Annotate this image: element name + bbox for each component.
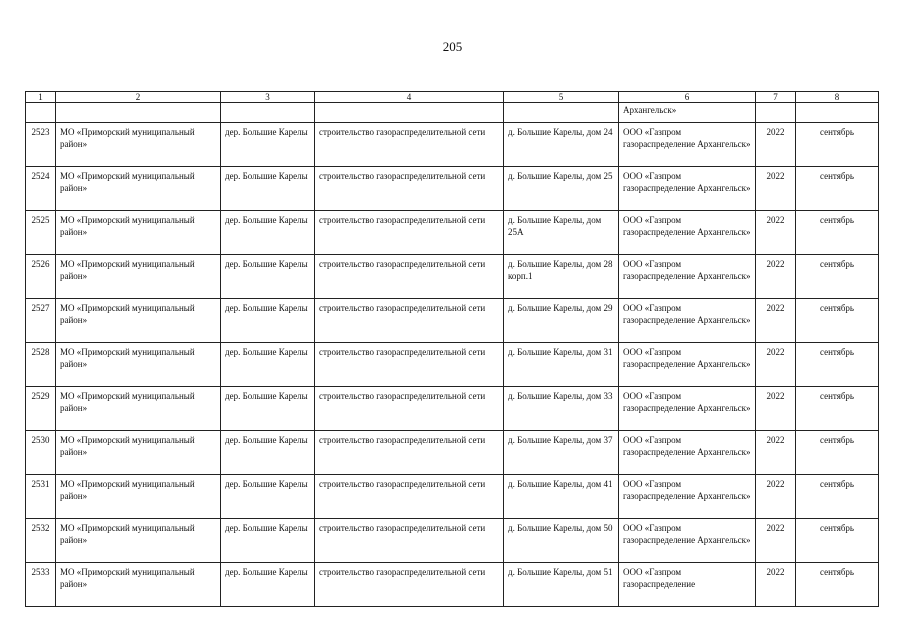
owner-cell: ООО «Газпром газораспределение Архангельск» xyxy=(619,387,756,431)
year-cell: 2022 xyxy=(756,387,796,431)
month-cell: сентябрь xyxy=(796,519,879,563)
settlement-cell: дер. Большие Карелы xyxy=(221,475,315,519)
table-row xyxy=(26,123,879,167)
year-cell: 2022 xyxy=(756,299,796,343)
table-row xyxy=(26,255,879,299)
month-cell: сентябрь xyxy=(796,387,879,431)
month-cell: сентябрь xyxy=(796,123,879,167)
header-cell: 2 xyxy=(56,92,221,103)
municipality-cell: МО «Приморский муниципальный район» xyxy=(56,475,221,519)
table-row xyxy=(26,167,879,211)
municipality-cell: МО «Приморский муниципальный район» xyxy=(56,343,221,387)
row-number-cell: 2526 xyxy=(26,255,56,299)
municipality-cell: МО «Приморский муниципальный район» xyxy=(56,255,221,299)
settlement-cell: дер. Большие Карелы xyxy=(221,211,315,255)
municipality-cell: МО «Приморский муниципальный район» xyxy=(56,387,221,431)
year-cell: 2022 xyxy=(756,167,796,211)
table-cell xyxy=(796,103,879,123)
work-type-cell: строительство газораспределительной сети xyxy=(315,519,504,563)
table-cell xyxy=(504,103,619,123)
work-type-cell: строительство газораспределительной сети xyxy=(315,299,504,343)
month-cell: сентябрь xyxy=(796,255,879,299)
address-cell: д. Большие Карелы, дом 50 xyxy=(504,519,619,563)
month-cell: сентябрь xyxy=(796,431,879,475)
owner-cell: ООО «Газпром газораспределение xyxy=(619,563,756,607)
month-cell: сентябрь xyxy=(796,475,879,519)
settlement-cell: дер. Большие Карелы xyxy=(221,299,315,343)
year-cell: 2022 xyxy=(756,475,796,519)
row-number-cell: 2533 xyxy=(26,563,56,607)
table-row xyxy=(26,343,879,387)
owner-cell: ООО «Газпром газораспределение Архангельск» xyxy=(619,519,756,563)
address-cell: д. Большие Карелы, дом 25А xyxy=(504,211,619,255)
work-type-cell: строительство газораспределительной сети xyxy=(315,387,504,431)
header-cell: 8 xyxy=(796,92,879,103)
address-cell: д. Большие Карелы, дом 51 xyxy=(504,563,619,607)
address-cell: д. Большие Карелы, дом 29 xyxy=(504,299,619,343)
work-type-cell: строительство газораспределительной сети xyxy=(315,475,504,519)
settlement-cell: дер. Большие Карелы xyxy=(221,167,315,211)
row-number-cell: 2531 xyxy=(26,475,56,519)
owner-cell: ООО «Газпром газораспределение Архангельск» xyxy=(619,431,756,475)
column-number-row xyxy=(26,92,879,103)
address-cell: д. Большие Карелы, дом 25 xyxy=(504,167,619,211)
settlement-cell: дер. Большие Карелы xyxy=(221,519,315,563)
header-cell: 1 xyxy=(26,92,56,103)
continuation-row xyxy=(26,103,879,123)
row-number-cell: 2529 xyxy=(26,387,56,431)
table-cell: Архангельск» xyxy=(619,103,756,123)
header-cell: 5 xyxy=(504,92,619,103)
address-cell: д. Большие Карелы, дом 24 xyxy=(504,123,619,167)
row-number-cell: 2527 xyxy=(26,299,56,343)
month-cell: сентябрь xyxy=(796,563,879,607)
row-number-cell: 2523 xyxy=(26,123,56,167)
work-type-cell: строительство газораспределительной сети xyxy=(315,343,504,387)
municipality-cell: МО «Приморский муниципальный район» xyxy=(56,299,221,343)
address-cell: д. Большие Карелы, дом 31 xyxy=(504,343,619,387)
table-cell xyxy=(315,103,504,123)
table-row xyxy=(26,519,879,563)
owner-cell: ООО «Газпром газораспределение Архангельск» xyxy=(619,299,756,343)
row-number-cell: 2528 xyxy=(26,343,56,387)
settlement-cell: дер. Большие Карелы xyxy=(221,255,315,299)
table-cell xyxy=(26,103,56,123)
settlement-cell: дер. Большие Карелы xyxy=(221,123,315,167)
year-cell: 2022 xyxy=(756,211,796,255)
address-cell: д. Большие Карелы, дом 33 xyxy=(504,387,619,431)
month-cell: сентябрь xyxy=(796,167,879,211)
work-type-cell: строительство газораспределительной сети xyxy=(315,211,504,255)
municipality-cell: МО «Приморский муниципальный район» xyxy=(56,431,221,475)
owner-cell: ООО «Газпром газораспределение Архангельск» xyxy=(619,343,756,387)
owner-cell: ООО «Газпром газораспределение Архангельск» xyxy=(619,475,756,519)
table-row xyxy=(26,299,879,343)
settlement-cell: дер. Большие Карелы xyxy=(221,343,315,387)
settlement-cell: дер. Большие Карелы xyxy=(221,431,315,475)
month-cell: сентябрь xyxy=(796,211,879,255)
header-cell: 4 xyxy=(315,92,504,103)
table-row xyxy=(26,475,879,519)
owner-cell: ООО «Газпром газораспределение Архангельск» xyxy=(619,211,756,255)
year-cell: 2022 xyxy=(756,519,796,563)
table-cell xyxy=(756,103,796,123)
municipality-cell: МО «Приморский муниципальный район» xyxy=(56,211,221,255)
page-number: 205 xyxy=(442,39,463,54)
owner-cell: ООО «Газпром газораспределение Архангельск» xyxy=(619,123,756,167)
address-cell: д. Большие Карелы, дом 41 xyxy=(504,475,619,519)
work-type-cell: строительство газораспределительной сети xyxy=(315,255,504,299)
municipality-cell: МО «Приморский муниципальный район» xyxy=(56,519,221,563)
year-cell: 2022 xyxy=(756,123,796,167)
table-cell xyxy=(221,103,315,123)
month-cell: сентябрь xyxy=(796,343,879,387)
row-number-cell: 2532 xyxy=(26,519,56,563)
owner-cell: ООО «Газпром газораспределение Архангельск» xyxy=(619,167,756,211)
settlement-cell: дер. Большие Карелы xyxy=(221,387,315,431)
municipality-cell: МО «Приморский муниципальный район» xyxy=(56,167,221,211)
work-type-cell: строительство газораспределительной сети xyxy=(315,123,504,167)
header-cell: 6 xyxy=(619,92,756,103)
owner-cell: ООО «Газпром газораспределение Архангельск» xyxy=(619,255,756,299)
table-row xyxy=(26,211,879,255)
table-body xyxy=(26,92,879,607)
row-number-cell: 2530 xyxy=(26,431,56,475)
municipality-cell: МО «Приморский муниципальный район» xyxy=(56,123,221,167)
address-cell: д. Большие Карелы, дом 37 xyxy=(504,431,619,475)
header-cell: 7 xyxy=(756,92,796,103)
address-cell: д. Большие Карелы, дом 28 корп.1 xyxy=(504,255,619,299)
work-type-cell: строительство газораспределительной сети xyxy=(315,431,504,475)
table-row xyxy=(26,563,879,607)
work-type-cell: строительство газораспределительной сети xyxy=(315,167,504,211)
year-cell: 2022 xyxy=(756,255,796,299)
table-row xyxy=(26,387,879,431)
municipality-cell: МО «Приморский муниципальный район» xyxy=(56,563,221,607)
header-cell: 3 xyxy=(221,92,315,103)
month-cell: сентябрь xyxy=(796,299,879,343)
year-cell: 2022 xyxy=(756,431,796,475)
table-cell xyxy=(56,103,221,123)
year-cell: 2022 xyxy=(756,343,796,387)
row-number-cell: 2524 xyxy=(26,167,56,211)
year-cell: 2022 xyxy=(756,563,796,607)
gasification-table xyxy=(25,91,879,607)
row-number-cell: 2525 xyxy=(26,211,56,255)
work-type-cell: строительство газораспределительной сети xyxy=(315,563,504,607)
table-row xyxy=(26,431,879,475)
settlement-cell: дер. Большие Карелы xyxy=(221,563,315,607)
